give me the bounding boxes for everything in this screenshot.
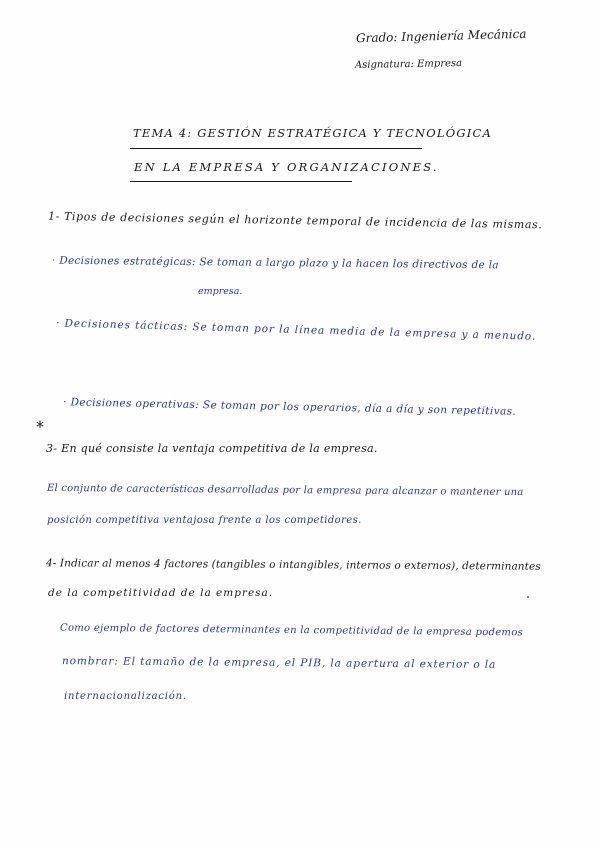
question-3: 3- En qué consiste la ventaja competitiva de la empresa. [46, 442, 378, 455]
question-4-line2: de la competitividad de la empresa. [48, 587, 274, 599]
answer-4-line2: nombrar: El tamaño de la empresa, el PIB, la apertura al exterior o la [61, 655, 497, 671]
header-asignatura: Asignatura: Empresa [354, 58, 463, 71]
star-marker: * [36, 417, 44, 436]
question-1: 1- Tipos de decisiones según el horizonte temporal de incidencia de las mismas. [47, 209, 543, 232]
answer-3-line1: El conjunto de características desarrolladas por la empresa para alcanzar o mantener una [46, 482, 524, 499]
page-title-line1: TEMA 4: GESTIÓN ESTRATÉGICA Y TECNOLÓGICA [133, 126, 492, 140]
answer-tacticas: · Decisiones tácticas: Se toman por la línea media de la empresa y a menudo. [55, 317, 537, 343]
page-title-line2: EN LA EMPRESA Y ORGANIZACIONES. [134, 160, 439, 174]
title-underline-2 [130, 181, 352, 182]
header-grado: Grado: Ingeniería Mecánica [355, 26, 527, 46]
answer-estrategicas-line1: · Decisiones estratégicas: Se toman a largo plazo y la hacen los directivos de la [51, 254, 499, 272]
answer-4-line3: internacionalización. [64, 691, 187, 702]
title-underline-1 [130, 148, 422, 149]
answer-3-line2: posición competitiva ventajosa frente a los competidores. [47, 515, 362, 526]
answer-operativas: · Decisiones operativas: Se toman por los operarios, día a día y son repetitivas. [62, 396, 517, 418]
answer-4-line1: Como ejemplo de factores determinantes en la competitividad de la empresa podemos [59, 622, 524, 639]
pen-dot [527, 596, 529, 598]
question-4-line1: 4- Indicar al menos 4 factores (tangibles o intangibles, internos o externos), determinantes [45, 557, 541, 573]
answer-estrategicas-line2: empresa. [198, 286, 243, 297]
